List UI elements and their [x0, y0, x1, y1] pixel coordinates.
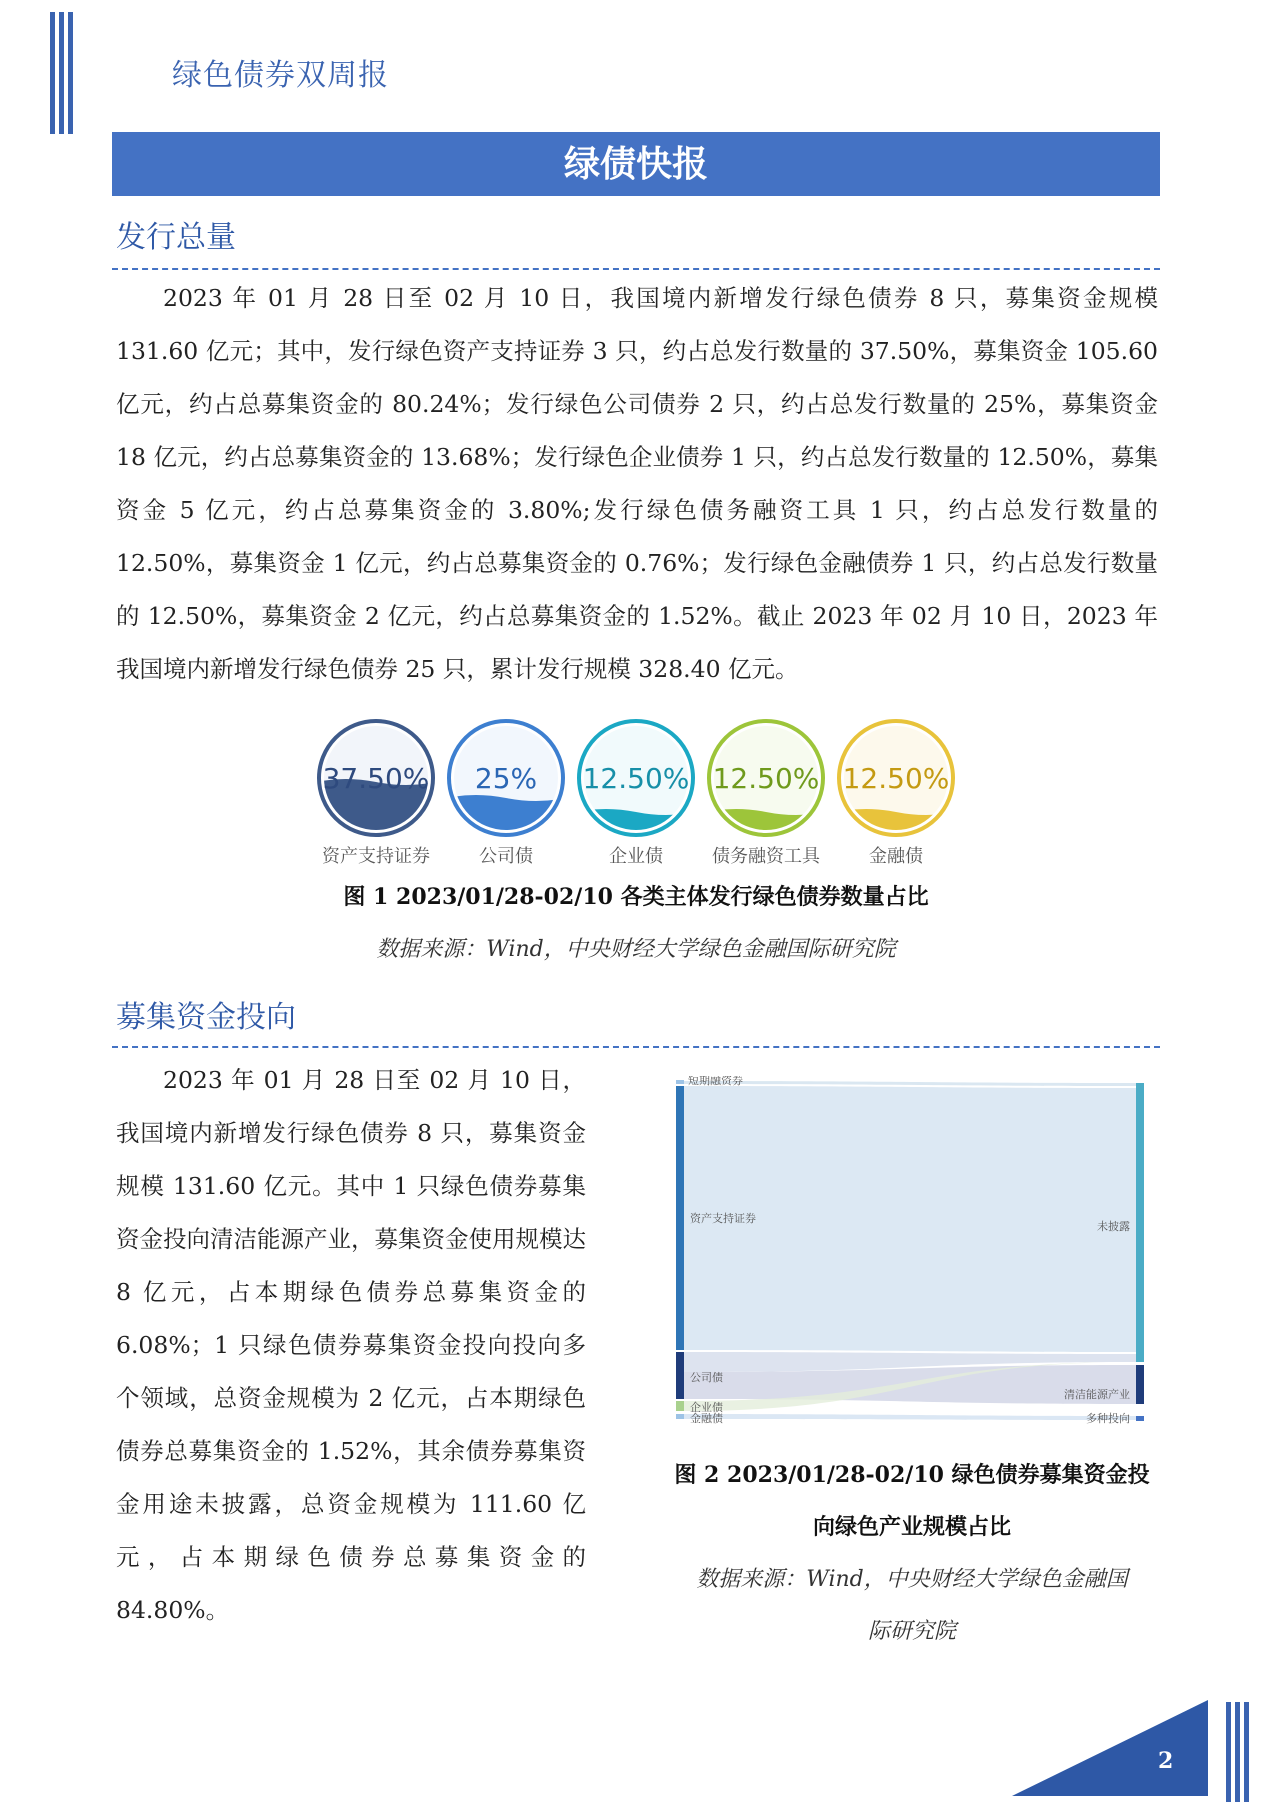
flow-financial-multi [684, 1414, 1136, 1420]
gauge-corporate [446, 718, 566, 868]
label-scp: 短期融资券 [688, 1076, 743, 1087]
section-divider [112, 268, 1160, 270]
gauge-value-corporate: 25% [474, 762, 538, 795]
gauge-label-dfi: 债务融资工具 [712, 846, 820, 867]
label-clean-energy: 清洁能源产业 [1064, 1388, 1130, 1401]
footer-triangle [1012, 1700, 1212, 1800]
gauge-value-abs: 37.50% [322, 762, 430, 795]
node-undisclosed [1136, 1083, 1144, 1362]
label-undisclosed: 未披露 [1097, 1220, 1130, 1233]
flow-scp-undisclosed [684, 1081, 1136, 1086]
gauge-value-enterprise: 12.50% [582, 762, 690, 795]
gauge-label-financial: 金融债 [869, 846, 923, 867]
figure1-source: 数据来源：Wind，中央财经大学绿色金融国际研究院 [376, 937, 896, 962]
gauge-chart-enterprise [576, 718, 696, 838]
figure2-source-line1: 数据来源：Wind，中央财经大学绿色金融国 [696, 1567, 1128, 1592]
label-enterprise: 企业债 [690, 1401, 723, 1414]
node-abs [676, 1086, 684, 1350]
node-financial [676, 1414, 684, 1419]
node-corporate [676, 1352, 684, 1399]
label-multi: 多种投向 [1086, 1412, 1130, 1425]
gauge-value-dfi: 12.50% [712, 762, 820, 795]
gauge-label-abs: 资产支持证券 [322, 846, 430, 867]
figure2-caption-line2: 向绿色产业规模占比 [812, 1514, 1011, 1540]
gauge-financial [836, 718, 956, 868]
section-title-fund-use: 募集资金投向 [116, 1000, 296, 1035]
header-title: 绿色债券双周报 [172, 58, 389, 93]
gauge-label-enterprise: 企业债 [609, 846, 663, 867]
node-enterprise [676, 1401, 684, 1411]
gauge-value-financial: 12.50% [842, 762, 950, 795]
node-multi [1136, 1416, 1144, 1421]
sankey-chart [668, 1076, 1156, 1438]
node-scp [676, 1080, 684, 1084]
section-banner: 绿债快报 [112, 132, 1160, 196]
page-number: 2 [1158, 1748, 1174, 1774]
gauge-abs [316, 718, 436, 868]
section-divider-2 [112, 1046, 1160, 1048]
issuance-paragraph [116, 272, 1158, 696]
fund-use-text: 2023 年 01 月 28 日至 02 月 10 日，我国境内新增发行绿色债券 8 只，募集资金规模 131.60 亿元。其中 1 只绿色债券募集资金投向清洁能源产业，募集资金使用规模达 8 亿元，占本期绿色债券总募集资金的 6.08%；1 只绿色债券募集资金投向投向多个领域，总资金规模为 2 亿元，占本期绿色债券总募集资金的 1.52%，其余债券募集资金用途未披露，总资金规模为 111.60 亿元，占本期绿色债券总募集资金的 84.80%。 [116, 1066, 586, 1624]
gauge-chart-dfi [706, 718, 826, 838]
gauge-chart-corporate [446, 718, 566, 838]
label-corporate: 公司债 [690, 1371, 723, 1384]
gauge-dfi [706, 718, 826, 868]
label-abs: 资产支持证券 [690, 1212, 756, 1225]
gauge-enterprise [576, 718, 696, 868]
node-clean-energy [1136, 1365, 1144, 1404]
figure1-caption: 图 1 2023/01/28-02/10 各类主体发行绿色债券数量占比 [343, 884, 929, 910]
gauge-chart-financial [836, 718, 956, 838]
fund-use-paragraph [116, 1054, 586, 1637]
header-decoration-bars [50, 12, 76, 134]
section-title-issuance: 发行总量 [116, 220, 236, 255]
issuance-text: 2023 年 01 月 28 日至 02 月 10 日，我国境内新增发行绿色债券 8 只，募集资金规模 131.60 亿元；其中，发行绿色资产支持证券 3 只，约占总发行数量的 37.50%，募集资金 105.60 亿元，约占总募集资金的 80.24%；发行绿色公司债券 2 只，约占总发行数量的 25%，募集资金 18 亿元，约占总募集资金的 13.68%；发行绿色企业债券 1 只，约占总发行数量的 12.50%，募集资金 5 亿元，约占总募集资金的 3.80%;发行绿色债务融资工具 1 只，约占总发行数量的 12.50%，募集资金 1 亿元，约占总募集资金的 0.76%；发行绿色金融债券 1 只，约占总发行数量的 12.50%，募集资金 2 亿元，约占总募集资金的 1.52%。截止 2023 年 02 月 10 日，2023 年我国境内新增发行绿色债券 25 只，累计发行规模 328.40 亿元。 [116, 284, 1158, 683]
label-financial: 金融债 [690, 1412, 723, 1425]
issuance-share-gauges [316, 718, 956, 868]
fund-use-sankey [668, 1076, 1156, 1438]
footer-decoration-bars [1226, 1702, 1252, 1802]
gauge-label-corporate: 公司债 [479, 846, 533, 867]
figure2-caption-line1: 图 2 2023/01/28-02/10 绿色债券募集资金投 [674, 1462, 1150, 1488]
figure2-source-line2: 际研究院 [867, 1619, 956, 1644]
gauge-chart-abs [316, 718, 436, 838]
